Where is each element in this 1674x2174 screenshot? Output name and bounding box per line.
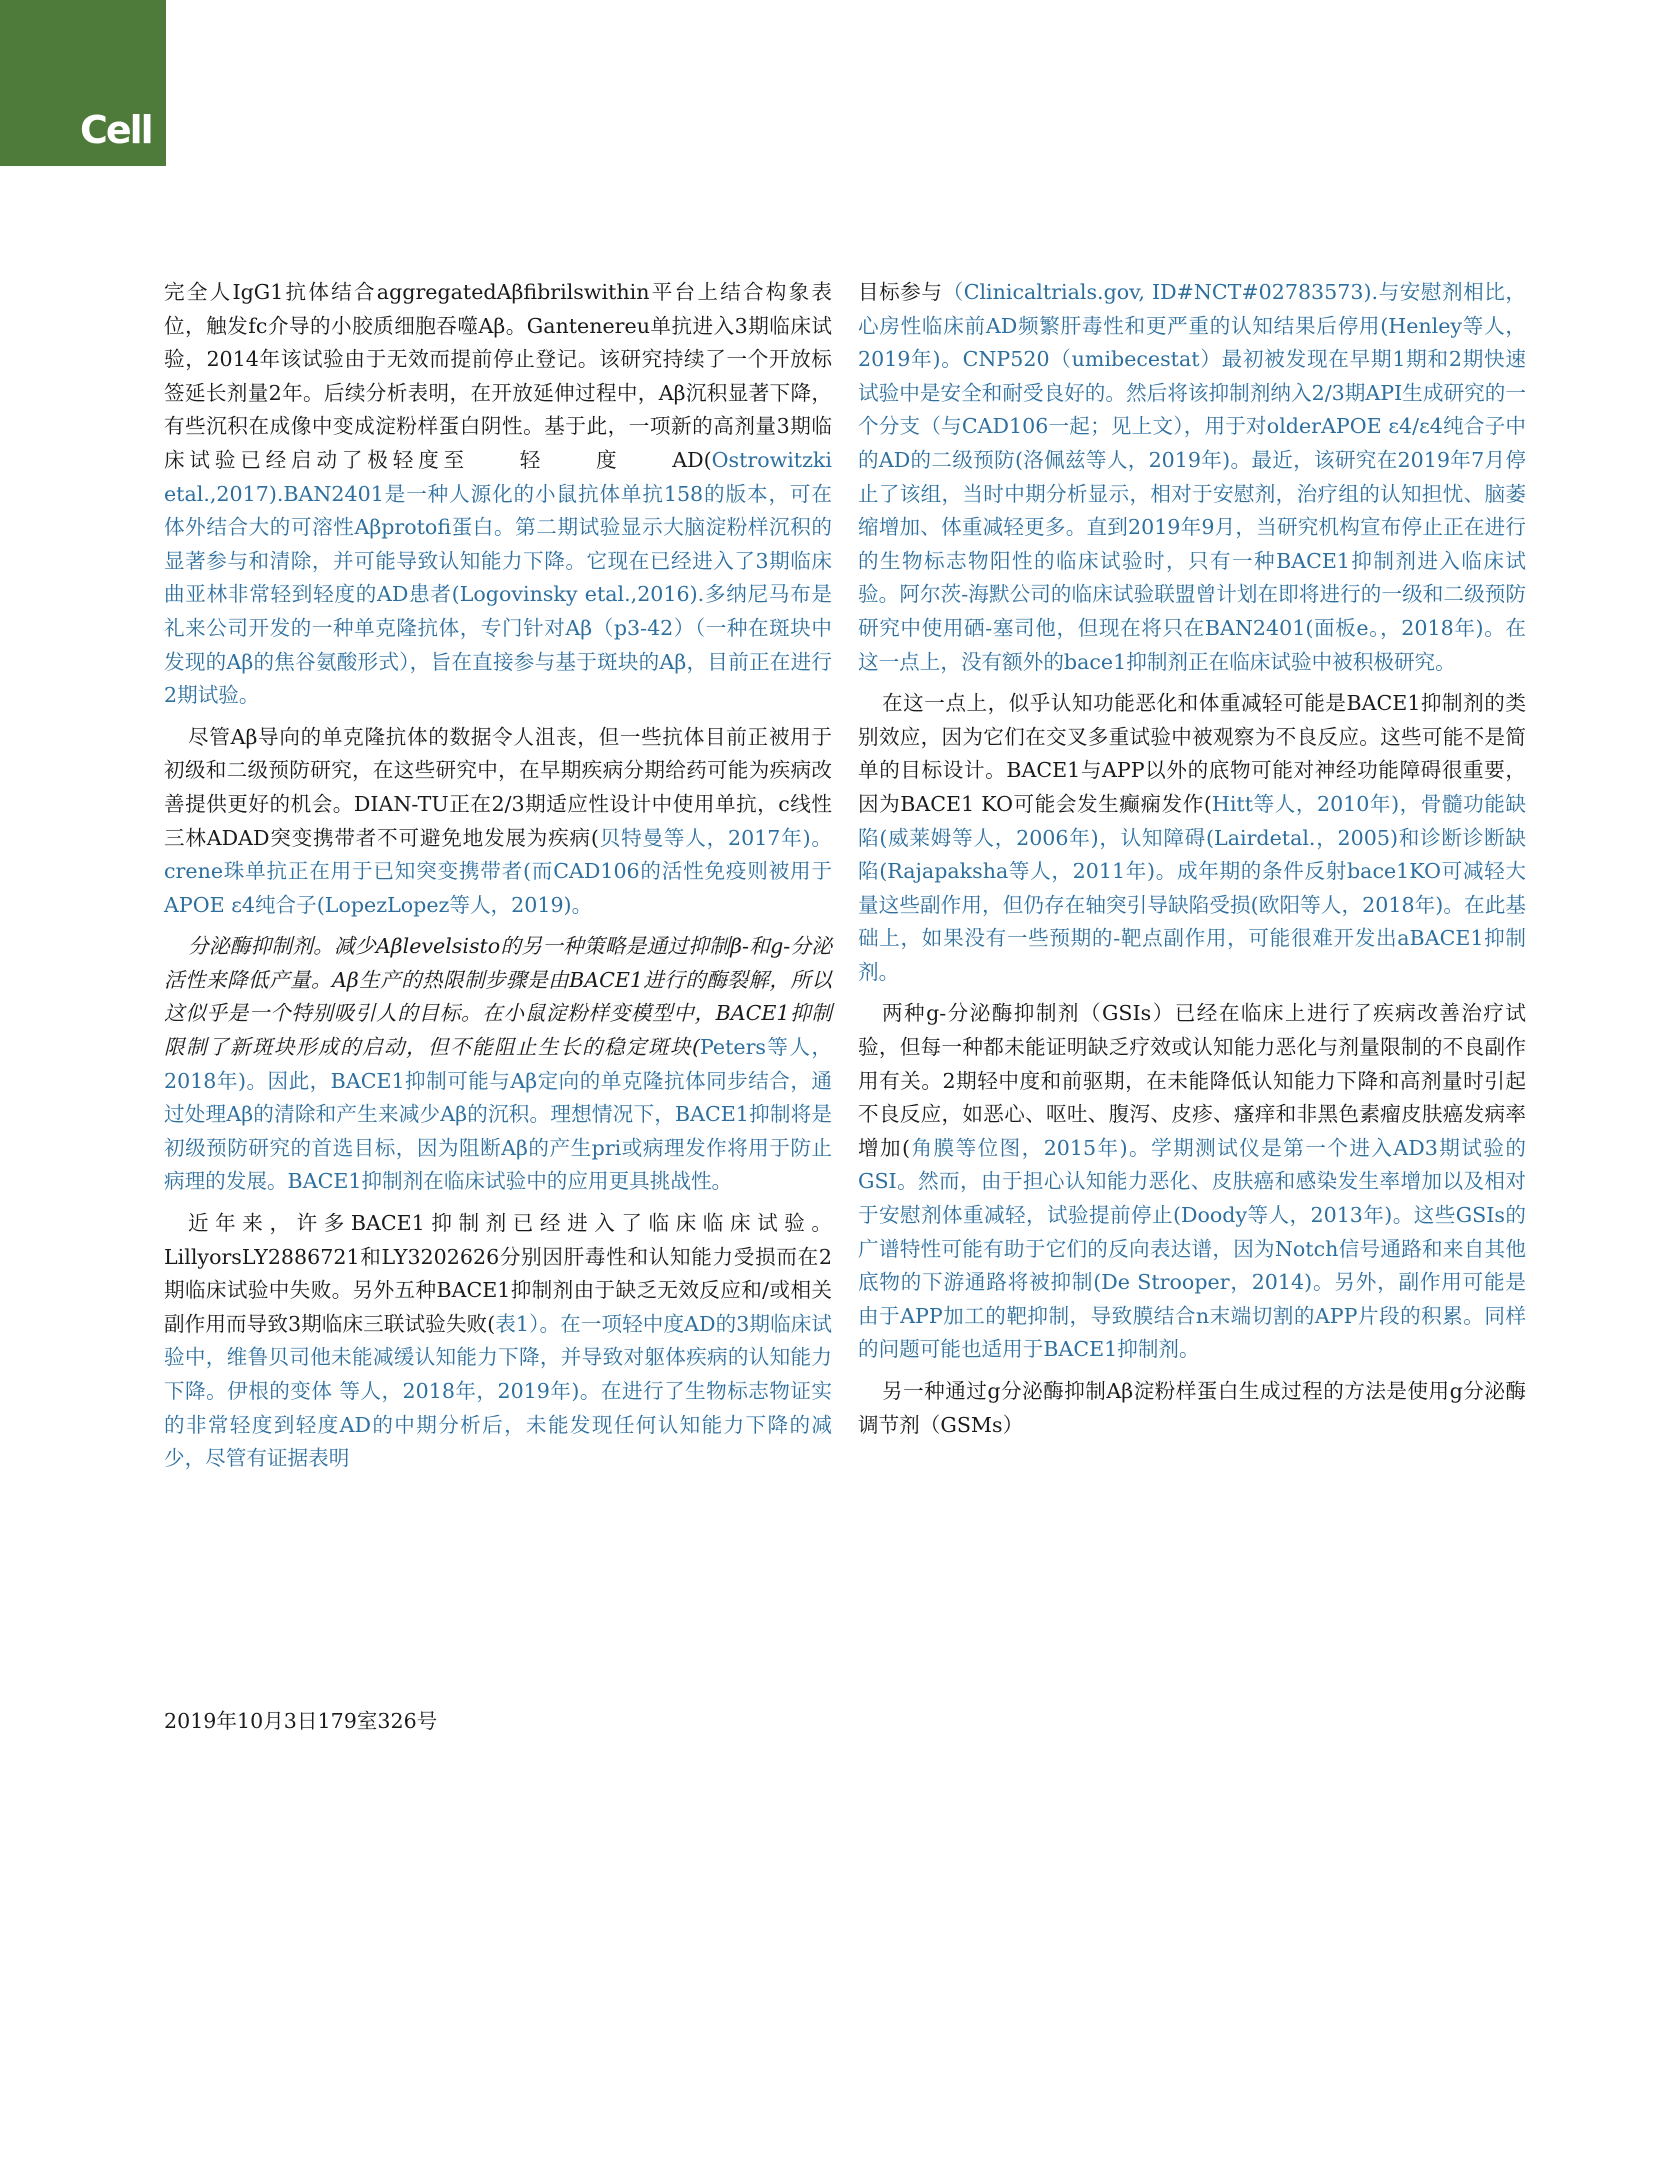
- paragraph: [164, 1207, 832, 1476]
- left-column: [164, 276, 832, 1484]
- body-text: 尽管Aβ导向的单克隆抗体的数据令人沮丧，但一些抗体目前正被用于初级和二级预防研究，在这些研究中，在早期疾病分期给药可能为疾病改善提供更好的机会。DIAN-TU正在2/3期适应性设计中使用单抗，c线性三林ADAD突变携带者不可避免地发展为疾病(: [164, 724, 832, 850]
- citation-text: （Clinicaltrials.gov, ID#NCT#02783573).与安慰剂相比，心房性临床前AD频繁肝毒性和更严重的认知结果后停用(Henley等人，2019年)。CNP520（umibecestat）最初被发现在早期1期和2期快速试验中是安全和耐受良好的。然后将该抑制剂纳入2/3期API生成研究的一个分支（与CAD106一起；见上文），用于对olderAPOE ε4/ε4纯合子中的AD的二级预防(洛佩兹等人，2019年)。最近，该研究在2019年7月停止了该组，当时中期分析显示，相对于安慰剂，治疗组的认知担忧、脑萎缩增加、体重减轻更多。直到2019年9月，当研究机构宣布停止正在进行的生物标志物阳性的临床试验时，只有一种BACE1抑制剂进入临床试验。阿尔茨-海默公司的临床试验联盟曾计划在即将进行的一级和二级预防研究中使用硒-塞司他，但现在将只在BAN2401(面板e。，2018年)。在这一点上，没有额外的bace1抑制剂正在临床试验中被积极研究。: [858, 280, 1527, 674]
- body-text: 两种g-分泌酶抑制剂（GSIs）已经在临床上进行了疾病改善治疗试验，但每一种都未能证明缺乏疗效或认知能力恶化与剂量限制的不良副作用有关。2期轻中度和前驱期，在未能降低认知能力下降和高剂量时引起不良反应，如恶心、呕吐、腹泻、皮疹、瘙痒和非黑色素瘤皮肤癌发病率增加(: [858, 1001, 1526, 1160]
- paragraph: [164, 721, 832, 923]
- citation-text: Hitt等人，2010年)，骨髓功能缺陷(威莱姆等人，2006年)，认知障碍(Lairdetal.，2005)和诊断诊断缺陷(Rajapaksha等人，2011年)。成年期的条件反射bace1KO可减轻大量这些副作用，但仍存在轴突引导缺陷受损(欧阳等人，2018年)。在此基础上，如果没有一些预期的-靶点副作用，可能很难开发出aBACE1抑制剂。: [858, 791, 1526, 984]
- body-text: 近年来，许多BACE1抑制剂已经进入了临床临床试验。LillyorsLY2886721和LY3202626分别因肝毒性和认知能力受损而在2期临床试验中失败。另外五种BACE1抑制剂由于缺乏无效反应和/或相关副作用而导致3期临床三联试验失败(: [164, 1211, 832, 1336]
- paragraph: [858, 276, 1526, 679]
- journal-logo-block: [0, 0, 166, 166]
- body-text: 完全人IgG1抗体结合aggregatedAβfibrilswithin平台上结合构象表位，触发fc介导的小胶质细胞吞噬Aβ。Gantenereu单抗进入3期临床试验，2014年该试验由于无效而提前停止登记。该研究持续了一个开放标签延长剂量2年。后续分析表明，在开放延伸过程中，Aβ沉积显著下降，有些沉积在成像中变成淀粉样蛋白阴性。基于此，一项新的高剂量3期临床试验已经启动了极轻度至 轻 度 AD(: [164, 280, 832, 472]
- citation-text: 贝特曼等人，2017年)。crene珠单抗正在用于已知突变携带者(而CAD106的活性免疫则被用于APOE ε4纯合子(LopezLopez等人，2019)。: [164, 825, 832, 917]
- paragraph: [164, 930, 832, 1199]
- citation-text: Peters等人，2018年)。因此，BACE1抑制可能与Aβ定向的单克隆抗体同步结合，通过处理Aβ的清除和产生来减少Aβ的沉积。理想情况下，BACE1抑制将是初级预防研究的首选目标，因为阻断Aβ的产生pri或病理发作将用于防止病理的发展。BACE1抑制剂在临床试验中的应用更具挑战性。: [164, 1035, 832, 1194]
- body-text: 目标参与: [858, 280, 943, 304]
- page-footer: 2019年10月3日179室326号: [164, 1709, 438, 1733]
- citation-text: 角膜等位图，2015年)。学期测试仪是第一个进入AD3期试验的GSI。然而，由于担心认知能力恶化、皮肤癌和感染发生率增加以及相对于安慰剂体重减轻，试验提前停止(Doody等人，2013年)。这些GSIs的广谱特性可能有助于它们的反向表达谱，因为Notch信号通路和来自其他底物的下游通路将被抑制(De Strooper，2014)。另外，副作用可能是由于APP加工的靶抑制，导致膜结合n末端切割的APP片段的积累。同样的问题可能也适用于BACE1抑制剂。: [858, 1135, 1526, 1362]
- paragraph: [858, 997, 1526, 1367]
- body-text: 另一种通过g分泌酶抑制Aβ淀粉样蛋白生成过程的方法是使用g分泌酶调节剂（GSMs）: [858, 1379, 1526, 1437]
- journal-logo: Cell: [80, 108, 152, 152]
- paragraph: [164, 276, 832, 713]
- paragraph: [858, 687, 1526, 989]
- citation-text: Ostrowitzki etal.,2017).BAN2401是一种人源化的小鼠抗体单抗158的版本，可在体外结合大的可溶性Aβprotofi蛋白。第二期试验显示大脑淀粉样沉积的显著参与和清除，并可能导致认知能力下降。它现在已经进入了3期临床曲亚林非常轻到轻度的AD患者(Logovinsky etal.,2016).多纳尼马布是礼来公司开发的一种单克隆抗体，专门针对Aβ（p3-42）（一种在斑块中发现的Aβ的焦谷氨酸形式），旨在直接参与基于斑块的Aβ，目前正在进行2期试验。: [164, 447, 832, 708]
- paragraph: [858, 1375, 1526, 1442]
- citation-text: 表1）。在一项轻中度AD的3期临床试验中，维鲁贝司他未能减缓认知能力下降，并导致对躯体疾病的认知能力下降。伊根的变体 等人，2018年，2019年)。在进行了生物标志物证实的非常轻度到轻度AD的中期分析后，未能发现任何认知能力下降的减少，尽管有证据表明: [164, 1311, 832, 1471]
- section-heading-text: 分泌酶抑制剂。减少Aβlevelsisto的另一种策略是通过抑制β-和g-分泌活性来降低产量。Aβ生产的热限制步骤是由BACE1进行的酶裂解，所以这似乎是一个特别吸引人的目标。在小鼠淀粉样变模型中，BACE1抑制限制了新斑块形成的启动，但不能阻止生长的稳定斑块(: [164, 934, 832, 1060]
- body-text: 在这一点上，似乎认知功能恶化和体重减轻可能是BACE1抑制剂的类别效应，因为它们在交叉多重试验中被观察为不良反应。这些可能不是简单的目标设计。BACE1与APP以外的底物可能对神经功能障碍很重要，因为BACE1 KO可能会发生癫痫发作(: [858, 691, 1526, 816]
- right-column: [858, 276, 1526, 1450]
